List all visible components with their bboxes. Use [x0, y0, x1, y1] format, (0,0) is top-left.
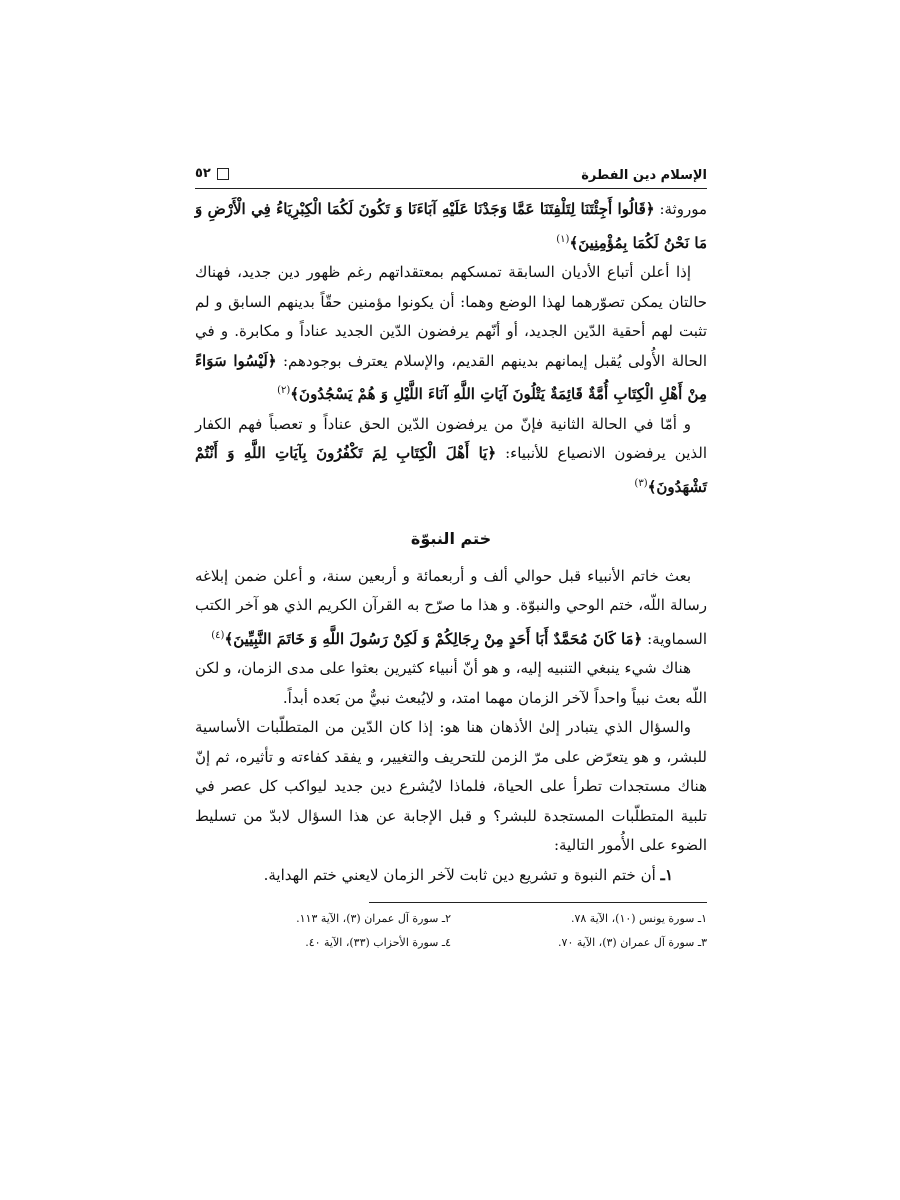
paragraph-text: و أمّا في الحالة الثانية فإنّ من يرفضون الدّين الحق عناداً و تعصباً فهم الكفار الذين يرفضون الانصياع للأنبياء: [195, 414, 707, 462]
page-number-block [195, 166, 229, 181]
paragraph-1 [195, 195, 707, 258]
footnote-marker: (٣) [634, 477, 648, 489]
footnote: ٣ـ سورة آل عمران (٣)، الآية ٧٠. [558, 936, 707, 949]
paragraph-5: هناك شيء ينبغي التنبيه إليه، و هو أنّ أنبياء كثيرين بعثوا على مدى الزمان، و لكن اللّه بعث نبياً واحداً لآخر الزمان مهما امتد، و لايُبعث نبيٌّ من بَعده أبداً. [195, 659, 707, 707]
footnote: ٢ـ سورة آل عمران (٣)، الآية ١١٣. [296, 912, 451, 925]
footnote-marker: (٢) [277, 385, 291, 396]
section-heading: ختم النبوّة [410, 529, 492, 548]
footnote-marker: (١) [556, 233, 570, 245]
page-number: ٥٢ [195, 166, 211, 181]
paragraph-3 [195, 410, 707, 503]
paragraph-text: بعث خاتم الأنبياء قبل حوالي ألف و أربعمائة و أربعين سنة، و أعلن ضمن إبلاغه رسالة اللّه، ختم الوحي والنبوّة. و هذا ما صرّح به القرآن الكريم الذي هو آخر الكتب السماوية: [195, 566, 707, 648]
quran-verse: ﴿قَالُوا أَجِئْتَنَا لِتَلْفِتَنَا عَمَّا وَجَدْنَا عَلَيْهِ آبَاءَنَا وَ تَكُونَ لَكُمَا الْكِبْرِيَاءُ فِي الْأَرْضِ وَ مَا نَحْنُ لَكُمَا بِمُؤْمِنِينَ﴾ [195, 200, 707, 252]
list-item [195, 861, 707, 891]
paragraph-4 [195, 562, 707, 655]
footnote: ١ـ سورة يونس (١٠)، الآية ٧٨. [570, 912, 707, 925]
paragraph-6: والسؤال الذي يتبادر إلىٰ الأذهان هنا هو: إذا كان الدّين من المتطلّبات الأساسية للبشر، و هو يتعرّض على مرّ الزمن للتحريف والتغيير، و يفقد كفاءته و تأثيره، ثم إنّ هناك مستجدات تطرأ على الحياة، فلماذا لايُشرع دين جديد ليواكب كل عصر في تلبية المتطلّبات المستجدة للبشر؟ و قبل الإجابة عن هذا السؤال لابدّ من تسليط الضوء على الأُمور التالية: [195, 718, 707, 854]
footnote-marker: (٤) [211, 629, 225, 641]
quran-verse: ﴿يَا أَهْلَ الْكِتَابِ لِمَ تَكْفُرُونَ بِآيَاتِ اللَّهِ وَ أَنْتُمْ تَشْهَدُونَ﴾ [195, 444, 707, 496]
body-text [195, 195, 707, 890]
list-item-text: أن ختم النبوة و تشريع دين ثابت لآخر الزمان لايعني ختم الهداية. [263, 865, 661, 884]
running-title: الإسلام دين الفطرة [581, 168, 707, 183]
list-item-number: ١ـ [660, 865, 673, 884]
footnotes [195, 907, 707, 955]
paragraph-text: إذا أعلن أتباع الأديان السابقة تمسكهم بمعتقداتهم رغم ظهور دين جديد، فهناك حالتان يمكن تصوّرهما لهذا الوضع وهما: أن يكونوا مؤمنين حقّاً بدينهم السابق و لم تثبت لهم أحقية الدّين الجديد، أو أنّهم يرفضون الدّين الجديد عناداً و مكابرة. و في الحالة الأُولى يُقبل إيمانهم بدينهم القديم، والإسلام يعترف بوجودهم: [195, 263, 707, 370]
paragraph-text: موروثة: [654, 200, 707, 218]
square-bullet-icon [217, 168, 229, 180]
paragraph-2 [195, 258, 707, 410]
book-page [195, 162, 707, 955]
running-header [195, 162, 707, 189]
quran-verse: ﴿لَيْسُوا سَوَاءً مِنْ أَهْلِ الْكِتَابِ أُمَّةٌ قَائِمَةٌ يَتْلُونَ آيَاتِ اللَّهِ آنَاءَ اللَّيْلِ وَ هُمْ يَسْجُدُونَ﴾ [195, 351, 707, 403]
footnote: ٤ـ سورة الأحزاب (٣٣)، الآية ٤٠. [305, 936, 451, 949]
quran-verse: ﴿مَا كَانَ مُحَمَّدٌ أَبَا أَحَدٍ مِنْ رِجَالِكُمْ وَ لَكِنْ رَسُولَ اللَّهِ وَ خَاتَمَ النَّبِيِّينَ﴾ [224, 629, 643, 648]
